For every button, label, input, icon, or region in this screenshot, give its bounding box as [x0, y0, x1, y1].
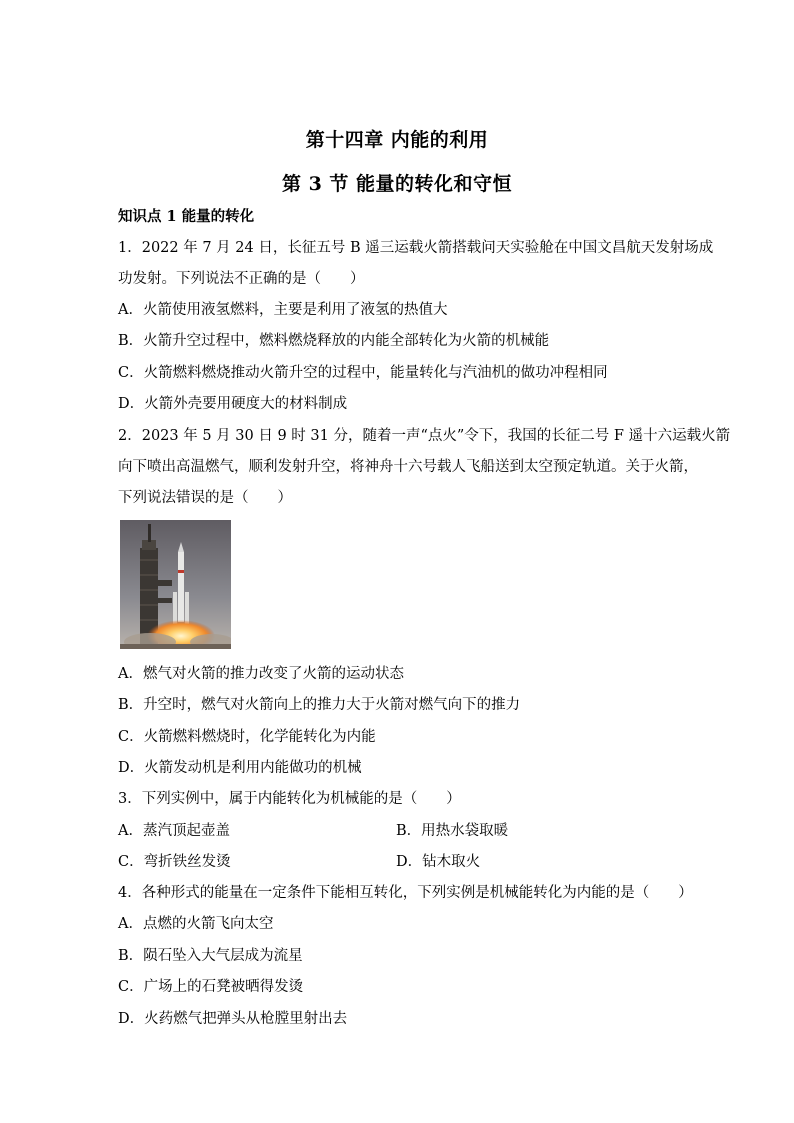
q3-option-d: D．钻木取火 — [396, 854, 481, 870]
q4-option-c: C．广场上的石凳被晒得发烫 — [118, 979, 304, 995]
section-title: 第 3 节 能量的转化和守恒 — [281, 173, 513, 195]
q2-option-a: A．燃气对火箭的推力改变了火箭的运动状态 — [118, 666, 404, 682]
q3-option-b: B．用热水袋取暖 — [396, 823, 509, 839]
q4-option-a: A．点燃的火箭飞向太空 — [118, 916, 274, 932]
q3-option-c: C．弯折铁丝发烫 — [118, 854, 231, 870]
q2-option-c: C．火箭燃料燃烧时，化学能转化为内能 — [118, 729, 376, 745]
q3-option-a: A．蒸汽顶起壶盖 — [118, 823, 230, 839]
q4-option-d: D．火药燃气把弹头从枪膛里射出去 — [118, 1011, 348, 1027]
q4-stem: 4．各种形式的能量在一定条件下能相互转化，下列实例是机械能转化为内能的是（ ） — [118, 885, 693, 901]
knowledge-point-heading: 知识点 1 能量的转化 — [118, 208, 255, 225]
q2-option-b: B．升空时，燃气对火箭向上的推力大于火箭对燃气向下的推力 — [118, 697, 521, 713]
rocket-launch-photo — [120, 520, 231, 649]
q1-option-a: A．火箭使用液氢燃料，主要是利用了液氢的热值大 — [118, 302, 448, 318]
q3-stem: 3．下列实例中，属于内能转化为机械能的是（ ） — [118, 791, 461, 807]
q2-stem-line3: 下列说法错误的是（ ） — [118, 490, 292, 506]
chapter-title: 第十四章 内能的利用 — [305, 129, 489, 151]
q1-stem-line1: 1．2022 年 7 月 24 日，长征五号 B 遥三运载火箭搭载问天实验舱在中国文昌航天发射场成 — [118, 240, 714, 256]
q1-option-d: D．火箭外壳要用硬度大的材料制成 — [118, 396, 348, 412]
q1-option-c: C．火箭燃料燃烧推动火箭升空的过程中，能量转化与汽油机的做功冲程相同 — [118, 365, 608, 381]
q2-option-d: D．火箭发动机是利用内能做功的机械 — [118, 760, 362, 776]
q1-option-b: B．火箭升空过程中，燃料燃烧释放的内能全部转化为火箭的机械能 — [118, 333, 550, 349]
q4-option-b: B．陨石坠入大气层成为流星 — [118, 948, 303, 964]
q2-stem-line2: 向下喷出高温燃气，顺利发射升空，将神舟十六号载人飞船送到太空预定轨道。关于火箭， — [118, 459, 698, 475]
q2-stem-line1: 2．2023 年 5 月 30 日 9 时 31 分，随着一声“点火”令下，我国的长征二号 F 遥十六运载火箭 — [118, 428, 731, 444]
q1-stem-line2: 功发射。下列说法不正确的是（ ） — [118, 271, 365, 287]
